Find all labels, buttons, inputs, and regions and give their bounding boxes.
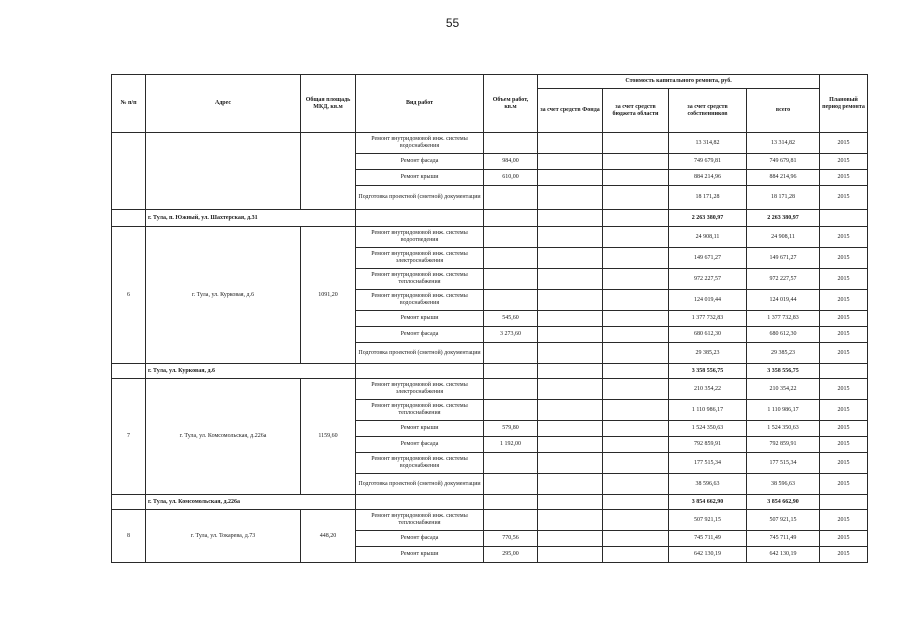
work-cell: Ремонт фасада xyxy=(356,437,484,453)
address-cell: г. Тула, ул. Комсомольская, д.226а xyxy=(146,379,301,495)
volume-cell xyxy=(484,510,538,531)
work-cell: Подготовка проектной (сметной) документации xyxy=(356,186,484,210)
fund-cell xyxy=(538,327,603,343)
total-cell: 149 671,27 xyxy=(747,248,820,269)
owners-cell: 13 314,82 xyxy=(669,133,747,154)
address-cell xyxy=(146,133,301,210)
volume-cell xyxy=(484,379,538,400)
owners-cell: 210 354,22 xyxy=(669,379,747,400)
volume-cell xyxy=(484,364,538,379)
owners-cell: 149 671,27 xyxy=(669,248,747,269)
volume-cell: 610,00 xyxy=(484,170,538,186)
total-cell: 745 711,49 xyxy=(747,531,820,547)
owners-cell: 642 130,19 xyxy=(669,547,747,563)
region-cell xyxy=(603,510,669,531)
owners-cell: 745 711,49 xyxy=(669,531,747,547)
address-cell: г. Тула, ул. Токарева, д.73 xyxy=(146,510,301,563)
area-cell: 1159,60 xyxy=(301,379,356,495)
num-cell: 8 xyxy=(112,510,146,563)
total-cell: 29 385,23 xyxy=(747,343,820,364)
region-cell xyxy=(603,453,669,474)
region-cell xyxy=(603,379,669,400)
region-cell xyxy=(603,495,669,510)
total-cell: 1 110 986,17 xyxy=(747,400,820,421)
subtotal-label: г. Тула, ул. Комсомольская, д.226а xyxy=(146,495,356,510)
total-cell: 1 524 350,63 xyxy=(747,421,820,437)
owners-cell: 3 854 662,90 xyxy=(669,495,747,510)
fund-cell xyxy=(538,421,603,437)
volume-cell: 295,00 xyxy=(484,547,538,563)
fund-cell xyxy=(538,133,603,154)
work-cell: Ремонт внутридомовой инж. системы водоснабжения xyxy=(356,290,484,311)
period-cell xyxy=(820,495,868,510)
period-cell: 2015 xyxy=(820,327,868,343)
volume-cell xyxy=(484,343,538,364)
owners-cell: 680 612,30 xyxy=(669,327,747,343)
period-cell: 2015 xyxy=(820,227,868,248)
area-cell xyxy=(301,133,356,210)
work-cell: Ремонт внутридомовой инж. системы электроснабжения xyxy=(356,248,484,269)
header-volume: Объем работ, кв.м xyxy=(484,75,538,133)
region-cell xyxy=(603,400,669,421)
period-cell: 2015 xyxy=(820,379,868,400)
header-period: Плановый период ремонта xyxy=(820,75,868,133)
region-cell xyxy=(603,474,669,495)
work-cell: Ремонт фасада xyxy=(356,327,484,343)
volume-cell: 770,56 xyxy=(484,531,538,547)
work-cell xyxy=(356,495,484,510)
subtotal-row xyxy=(112,210,868,227)
owners-cell: 884 214,96 xyxy=(669,170,747,186)
region-cell xyxy=(603,154,669,170)
period-cell: 2015 xyxy=(820,474,868,495)
period-cell: 2015 xyxy=(820,133,868,154)
owners-cell: 3 358 556,75 xyxy=(669,364,747,379)
total-cell: 177 515,34 xyxy=(747,453,820,474)
total-cell: 3 854 662,90 xyxy=(747,495,820,510)
num-cell xyxy=(112,495,146,510)
total-cell: 3 358 556,75 xyxy=(747,364,820,379)
work-cell: Ремонт внутридомовой инж. системы теплоснабжения xyxy=(356,269,484,290)
region-cell xyxy=(603,269,669,290)
volume-cell: 1 192,00 xyxy=(484,437,538,453)
work-cell: Ремонт внутридомовой инж. системы водоснабжения xyxy=(356,133,484,154)
owners-cell: 792 859,91 xyxy=(669,437,747,453)
period-cell: 2015 xyxy=(820,290,868,311)
region-cell xyxy=(603,227,669,248)
period-cell: 2015 xyxy=(820,421,868,437)
fund-cell xyxy=(538,400,603,421)
total-cell: 1 377 732,83 xyxy=(747,311,820,327)
fund-cell xyxy=(538,437,603,453)
subtotal-row xyxy=(112,495,868,510)
period-cell: 2015 xyxy=(820,154,868,170)
fund-cell xyxy=(538,364,603,379)
volume-cell: 545,60 xyxy=(484,311,538,327)
fund-cell xyxy=(538,227,603,248)
volume-cell: 984,00 xyxy=(484,154,538,170)
table-row xyxy=(112,227,868,248)
volume-cell xyxy=(484,133,538,154)
num-cell: 7 xyxy=(112,379,146,495)
total-cell: 24 908,11 xyxy=(747,227,820,248)
header-address: Адрес xyxy=(146,75,301,133)
header-region: за счет средств бюджета области xyxy=(603,89,669,133)
fund-cell xyxy=(538,474,603,495)
work-cell: Ремонт крыши xyxy=(356,170,484,186)
fund-cell xyxy=(538,269,603,290)
header-fund: за счет средств Фонда xyxy=(538,89,603,133)
region-cell xyxy=(603,531,669,547)
fund-cell xyxy=(538,379,603,400)
owners-cell: 29 385,23 xyxy=(669,343,747,364)
region-cell xyxy=(603,133,669,154)
work-cell: Ремонт крыши xyxy=(356,311,484,327)
period-cell: 2015 xyxy=(820,547,868,563)
num-cell xyxy=(112,210,146,227)
total-cell: 210 354,22 xyxy=(747,379,820,400)
fund-cell xyxy=(538,547,603,563)
total-cell: 13 314,82 xyxy=(747,133,820,154)
fund-cell xyxy=(538,311,603,327)
period-cell: 2015 xyxy=(820,343,868,364)
address-cell: г. Тула, ул. Курковая, д.6 xyxy=(146,227,301,364)
fund-cell xyxy=(538,290,603,311)
owners-cell: 1 377 732,83 xyxy=(669,311,747,327)
period-cell: 2015 xyxy=(820,510,868,531)
total-cell: 507 921,15 xyxy=(747,510,820,531)
work-cell: Ремонт внутридомовой инж. системы теплоснабжения xyxy=(356,510,484,531)
work-cell: Ремонт фасада xyxy=(356,531,484,547)
region-cell xyxy=(603,343,669,364)
fund-cell xyxy=(538,343,603,364)
table-row xyxy=(112,133,868,154)
header-work-type: Вид работ xyxy=(356,75,484,133)
capital-repair-table xyxy=(111,74,868,563)
owners-cell: 177 515,34 xyxy=(669,453,747,474)
period-cell: 2015 xyxy=(820,186,868,210)
fund-cell xyxy=(538,154,603,170)
volume-cell xyxy=(484,210,538,227)
work-cell xyxy=(356,364,484,379)
fund-cell xyxy=(538,531,603,547)
total-cell: 792 859,91 xyxy=(747,437,820,453)
volume-cell xyxy=(484,248,538,269)
owners-cell: 38 596,63 xyxy=(669,474,747,495)
num-cell xyxy=(112,133,146,210)
fund-cell xyxy=(538,210,603,227)
header-area: Общая площадь МКД, кв.м xyxy=(301,75,356,133)
volume-cell xyxy=(484,290,538,311)
owners-cell: 18 171,28 xyxy=(669,186,747,210)
region-cell xyxy=(603,421,669,437)
total-cell: 2 263 380,97 xyxy=(747,210,820,227)
owners-cell: 507 921,15 xyxy=(669,510,747,531)
work-cell: Подготовка проектной (сметной) документации xyxy=(356,343,484,364)
region-cell xyxy=(603,547,669,563)
period-cell: 2015 xyxy=(820,453,868,474)
volume-cell: 3 273,60 xyxy=(484,327,538,343)
volume-cell xyxy=(484,474,538,495)
owners-cell: 749 679,81 xyxy=(669,154,747,170)
page-number: 55 xyxy=(445,16,460,30)
region-cell xyxy=(603,437,669,453)
owners-cell: 1 524 350,63 xyxy=(669,421,747,437)
owners-cell: 24 908,11 xyxy=(669,227,747,248)
table-body xyxy=(112,133,868,563)
fund-cell xyxy=(538,248,603,269)
work-cell: Ремонт крыши xyxy=(356,421,484,437)
header-total: всего xyxy=(747,89,820,133)
owners-cell: 972 227,57 xyxy=(669,269,747,290)
volume-cell xyxy=(484,400,538,421)
volume-cell xyxy=(484,453,538,474)
area-cell: 448,20 xyxy=(301,510,356,563)
volume-cell xyxy=(484,495,538,510)
volume-cell xyxy=(484,269,538,290)
region-cell xyxy=(603,327,669,343)
period-cell: 2015 xyxy=(820,437,868,453)
subtotal-label: г. Тула, ул. Курковая, д.6 xyxy=(146,364,356,379)
owners-cell: 1 110 986,17 xyxy=(669,400,747,421)
total-cell: 124 019,44 xyxy=(747,290,820,311)
region-cell xyxy=(603,170,669,186)
fund-cell xyxy=(538,510,603,531)
total-cell: 642 130,19 xyxy=(747,547,820,563)
fund-cell xyxy=(538,186,603,210)
period-cell: 2015 xyxy=(820,400,868,421)
fund-cell xyxy=(538,495,603,510)
volume-cell xyxy=(484,227,538,248)
work-cell xyxy=(356,210,484,227)
table-row xyxy=(112,510,868,531)
volume-cell: 579,80 xyxy=(484,421,538,437)
region-cell xyxy=(603,364,669,379)
period-cell: 2015 xyxy=(820,531,868,547)
header-num: № п/п xyxy=(112,75,146,133)
region-cell xyxy=(603,248,669,269)
work-cell: Подготовка проектной (сметной) документации xyxy=(356,474,484,495)
period-cell: 2015 xyxy=(820,248,868,269)
total-cell: 972 227,57 xyxy=(747,269,820,290)
volume-cell xyxy=(484,186,538,210)
subtotal-row xyxy=(112,364,868,379)
fund-cell xyxy=(538,453,603,474)
work-cell: Ремонт внутридомовой инж. системы электроснабжения xyxy=(356,379,484,400)
work-cell: Ремонт внутридомовой инж. системы теплоснабжения xyxy=(356,400,484,421)
region-cell xyxy=(603,210,669,227)
region-cell xyxy=(603,290,669,311)
work-cell: Ремонт внутридомовой инж. системы водоснабжения xyxy=(356,453,484,474)
region-cell xyxy=(603,311,669,327)
period-cell: 2015 xyxy=(820,170,868,186)
work-cell: Ремонт фасада xyxy=(356,154,484,170)
total-cell: 680 612,30 xyxy=(747,327,820,343)
table-row xyxy=(112,379,868,400)
region-cell xyxy=(603,186,669,210)
period-cell xyxy=(820,210,868,227)
work-cell: Ремонт крыши xyxy=(356,547,484,563)
period-cell: 2015 xyxy=(820,269,868,290)
total-cell: 18 171,28 xyxy=(747,186,820,210)
area-cell: 1091,20 xyxy=(301,227,356,364)
header-cost-group: Стоимость капитального ремонта, руб. xyxy=(538,75,820,89)
num-cell xyxy=(112,364,146,379)
num-cell: 6 xyxy=(112,227,146,364)
work-cell: Ремонт внутридомовой инж. системы водоотведения xyxy=(356,227,484,248)
header-owners: за счет средств собственников xyxy=(669,89,747,133)
total-cell: 749 679,81 xyxy=(747,154,820,170)
fund-cell xyxy=(538,170,603,186)
subtotal-label: г. Тула, п. Южный, ул. Шахтерская, д.31 xyxy=(146,210,356,227)
total-cell: 884 214,96 xyxy=(747,170,820,186)
total-cell: 38 596,63 xyxy=(747,474,820,495)
owners-cell: 2 263 380,97 xyxy=(669,210,747,227)
period-cell: 2015 xyxy=(820,311,868,327)
period-cell xyxy=(820,364,868,379)
owners-cell: 124 019,44 xyxy=(669,290,747,311)
